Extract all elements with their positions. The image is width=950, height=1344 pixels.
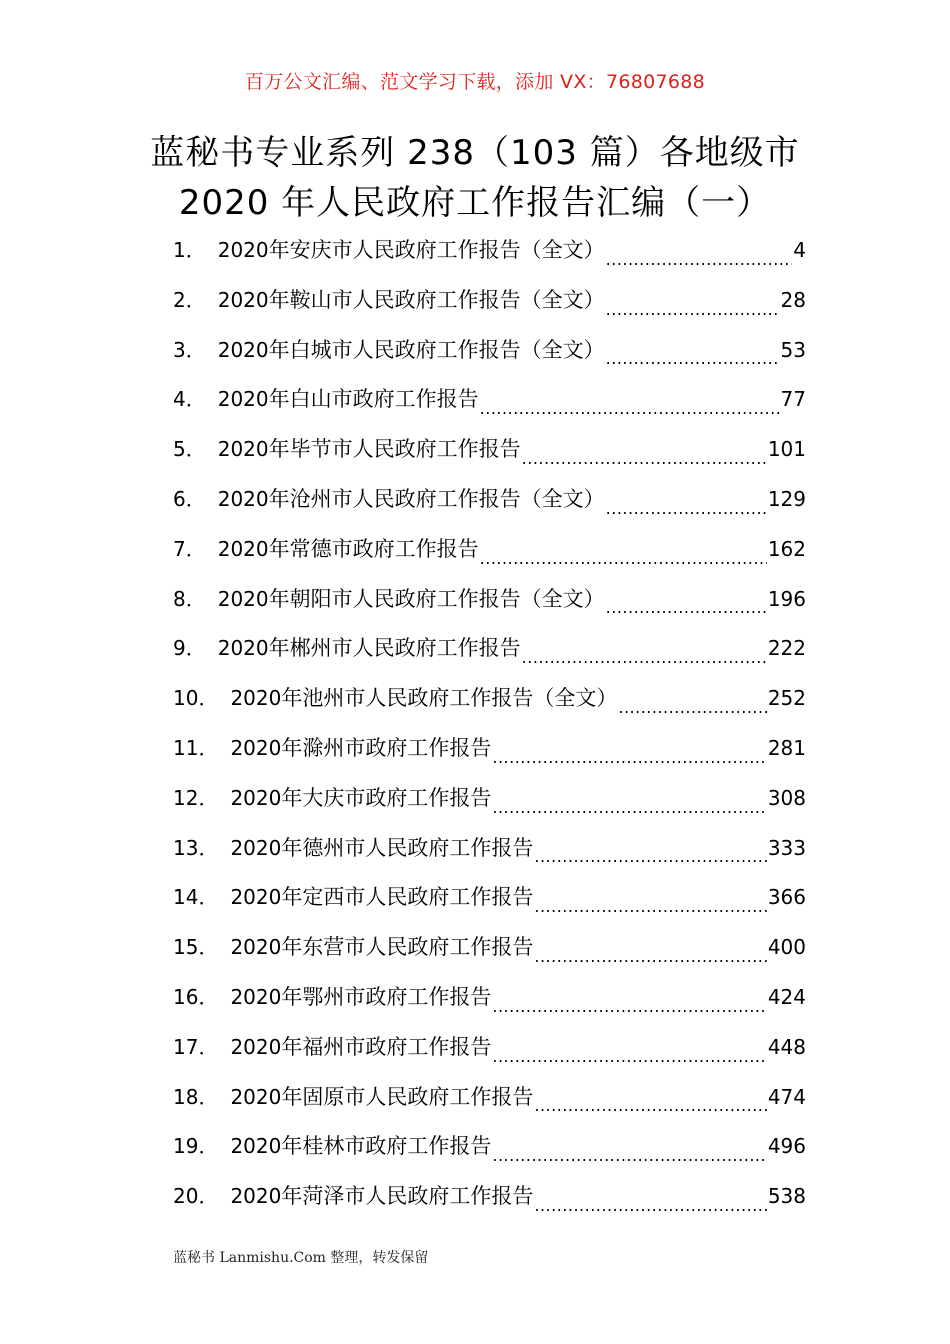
toc-entry-page: 28 xyxy=(780,287,806,312)
toc-entry-page: 333 xyxy=(767,835,806,860)
toc-dot-leader xyxy=(606,249,793,269)
toc-entry-year: 2020 xyxy=(230,686,282,711)
toc-dot-leader xyxy=(492,747,766,767)
toc-entry-year: 2020 xyxy=(230,835,282,860)
toc-entry-title xyxy=(230,832,533,862)
toc-dot-leader xyxy=(606,498,767,518)
toc-entry[interactable] xyxy=(173,832,806,882)
toc-entry-title-text: 年白山市政府工作报告 xyxy=(268,387,479,412)
toc-entry-year: 2020 xyxy=(230,1084,282,1109)
toc-entry-number: 1． xyxy=(173,238,206,262)
toc-entry-title-text: 年鄂州市政府工作报告 xyxy=(281,984,492,1009)
toc-entry-number: 14． xyxy=(173,885,219,910)
toc-dot-leader xyxy=(522,647,767,667)
toc-entry-title-text: 年沧州市人民政府工作报告（全文） xyxy=(268,486,605,511)
toc-entry-page: 308 xyxy=(767,785,806,810)
toc-entry[interactable] xyxy=(173,782,806,832)
toc-entry-title xyxy=(218,533,479,563)
toc-entry-year: 2020 xyxy=(230,785,282,810)
toc-entry-year: 2020 xyxy=(217,287,269,312)
toc-entry-number: 11． xyxy=(173,735,219,760)
toc-entry-title xyxy=(230,1081,533,1111)
toc-entry-title xyxy=(218,632,521,662)
header-banner: 百万公文汇编、范文学习下载，添加 VX：76807688 xyxy=(244,71,706,93)
toc-entry-title-text: 年池州市人民政府工作报告（全文） xyxy=(281,686,618,711)
toc-entry-page: 496 xyxy=(767,1134,806,1159)
toc-entry-page: 474 xyxy=(767,1084,806,1109)
toc-dot-leader xyxy=(534,846,766,866)
toc-entry-number: 5． xyxy=(173,437,206,462)
toc-entry[interactable] xyxy=(173,1031,806,1081)
toc-entry-title-text: 年常德市政府工作报告 xyxy=(268,536,479,561)
toc-entry-title-text: 年固原市人民政府工作报告 xyxy=(281,1084,534,1109)
toc-entry-title-text: 年大庆市政府工作报告 xyxy=(281,785,492,810)
toc-entry-page: 538 xyxy=(767,1184,806,1209)
toc-entry-title xyxy=(230,1031,491,1061)
toc-entry-title-text: 年毕节市人民政府工作报告 xyxy=(268,437,521,462)
toc-entry-title xyxy=(218,334,605,364)
toc-entry-year: 2020 xyxy=(230,885,282,910)
toc-entry-year: 2020 xyxy=(230,1184,282,1209)
toc-entry-title-text: 年桂林市政府工作报告 xyxy=(281,1134,492,1159)
toc-entry-title-text: 年菏泽市人民政府工作报告 xyxy=(281,1184,534,1209)
toc-entry[interactable] xyxy=(173,881,806,931)
toc-entry-number: 2． xyxy=(173,287,206,312)
toc-entry-page: 162 xyxy=(767,536,806,561)
toc-dot-leader xyxy=(492,1145,766,1165)
toc-entry[interactable] xyxy=(173,732,806,782)
toc-entry-year: 2020 xyxy=(217,636,269,661)
toc-entry-year: 2020 xyxy=(230,984,282,1009)
toc-entry-year: 2020 xyxy=(217,337,269,362)
toc-dot-leader xyxy=(492,797,766,817)
table-of-contents xyxy=(173,234,806,1230)
toc-entry-title-text: 年滁州市政府工作报告 xyxy=(281,735,492,760)
toc-entry-page: 281 xyxy=(767,735,806,760)
toc-entry-page: 366 xyxy=(767,885,806,910)
toc-entry-number: 9． xyxy=(173,636,206,661)
toc-entry-number: 7． xyxy=(173,536,206,561)
toc-dot-leader xyxy=(492,1046,766,1066)
toc-entry-number: 16． xyxy=(173,984,219,1009)
toc-entry-page: 222 xyxy=(767,636,806,661)
document-title-line-1: 蓝秘书专业系列 238（103 篇）各地级市 xyxy=(150,133,800,173)
toc-entry[interactable] xyxy=(173,533,806,583)
toc-entry-number: 3． xyxy=(173,337,206,362)
toc-entry-page: 196 xyxy=(767,586,806,611)
toc-entry[interactable] xyxy=(173,931,806,981)
toc-entry-year: 2020 xyxy=(217,486,269,511)
toc-dot-leader xyxy=(534,1095,766,1115)
toc-entry-page: 53 xyxy=(780,337,806,362)
toc-entry-title xyxy=(230,782,491,812)
toc-entry-number: 20． xyxy=(173,1184,219,1209)
toc-entry-page: 129 xyxy=(767,486,806,511)
toc-entry-number: 15． xyxy=(173,935,219,960)
toc-entry-title-text: 年郴州市人民政府工作报告 xyxy=(268,636,521,661)
toc-entry-title-text: 年安庆市人民政府工作报告（全文） xyxy=(268,238,605,262)
toc-entry-title xyxy=(218,583,605,613)
toc-entry-page: 252 xyxy=(767,686,806,711)
toc-dot-leader xyxy=(606,299,780,319)
toc-entry[interactable] xyxy=(173,284,806,334)
toc-entry[interactable] xyxy=(173,334,806,384)
toc-entry-number: 6． xyxy=(173,486,206,511)
toc-entry-number: 13． xyxy=(173,835,219,860)
toc-entry-title-text: 年鞍山市人民政府工作报告（全文） xyxy=(268,287,605,312)
toc-entry-page: 424 xyxy=(767,984,806,1009)
toc-entry-title xyxy=(230,732,491,762)
toc-entry-year: 2020 xyxy=(217,238,269,262)
toc-dot-leader xyxy=(606,348,780,368)
toc-entry[interactable] xyxy=(173,1081,806,1131)
toc-entry-year: 2020 xyxy=(217,586,269,611)
toc-entry-title xyxy=(218,483,605,513)
toc-entry-title xyxy=(230,931,533,961)
toc-entry-page: 77 xyxy=(780,387,806,412)
toc-entry-number: 12． xyxy=(173,785,219,810)
toc-entry-title xyxy=(230,1180,533,1210)
toc-dot-leader xyxy=(606,597,767,617)
toc-entry-year: 2020 xyxy=(230,935,282,960)
toc-entry-title xyxy=(218,234,605,264)
toc-entry[interactable] xyxy=(173,1130,806,1180)
toc-entry-page: 448 xyxy=(767,1034,806,1059)
toc-entry-year: 2020 xyxy=(217,536,269,561)
toc-entry-title-text: 年定西市人民政府工作报告 xyxy=(281,885,534,910)
footer-note: 蓝秘书 Lanmishu.Com 整理，转发保留 xyxy=(173,1250,429,1266)
toc-entry-title-text: 年朝阳市人民政府工作报告（全文） xyxy=(268,586,605,611)
toc-dot-leader xyxy=(522,448,767,468)
toc-entry[interactable] xyxy=(173,583,806,633)
toc-entry-title-text: 年德州市人民政府工作报告 xyxy=(281,835,534,860)
toc-entry-title xyxy=(218,383,479,413)
toc-entry-year: 2020 xyxy=(217,387,269,412)
toc-entry-number: 4． xyxy=(173,387,206,412)
toc-entry-year: 2020 xyxy=(230,735,282,760)
toc-entry[interactable] xyxy=(173,234,806,284)
toc-entry[interactable] xyxy=(173,682,806,732)
toc-entry[interactable] xyxy=(173,1180,806,1230)
toc-entry-number: 10． xyxy=(173,686,219,711)
toc-dot-leader xyxy=(618,697,766,717)
toc-entry-number: 17． xyxy=(173,1034,219,1059)
toc-entry[interactable] xyxy=(173,981,806,1031)
toc-entry-title xyxy=(230,682,617,712)
toc-entry-number: 18． xyxy=(173,1084,219,1109)
toc-entry-title xyxy=(218,433,521,463)
toc-entry-year: 2020 xyxy=(230,1034,282,1059)
toc-entry-year: 2020 xyxy=(217,437,269,462)
toc-entry-title-text: 年福州市政府工作报告 xyxy=(281,1034,492,1059)
toc-entry[interactable] xyxy=(173,632,806,682)
toc-dot-leader xyxy=(534,946,766,966)
toc-dot-leader xyxy=(480,398,780,418)
toc-entry[interactable] xyxy=(173,483,806,533)
toc-dot-leader xyxy=(534,1195,766,1215)
toc-entry-title-text: 年白城市人民政府工作报告（全文） xyxy=(268,337,605,362)
toc-entry-number: 19． xyxy=(173,1134,219,1159)
toc-entry[interactable] xyxy=(173,433,806,483)
toc-entry-page: 400 xyxy=(767,935,806,960)
toc-entry-title xyxy=(218,284,605,314)
toc-dot-leader xyxy=(534,896,766,916)
toc-entry-page: 101 xyxy=(767,437,806,462)
toc-entry-page: 4 xyxy=(793,238,806,262)
toc-dot-leader xyxy=(480,548,767,568)
toc-entry-title xyxy=(230,881,533,911)
document-title-line-2: 2020 年人民政府工作报告汇编（一） xyxy=(178,183,772,223)
toc-entry-title-text: 年东营市人民政府工作报告 xyxy=(281,935,534,960)
toc-entry-title xyxy=(230,1130,491,1160)
toc-dot-leader xyxy=(492,996,766,1016)
toc-entry-number: 8． xyxy=(173,586,206,611)
toc-entry-title xyxy=(230,981,491,1011)
toc-entry[interactable] xyxy=(173,383,806,433)
toc-entry-year: 2020 xyxy=(230,1134,282,1159)
